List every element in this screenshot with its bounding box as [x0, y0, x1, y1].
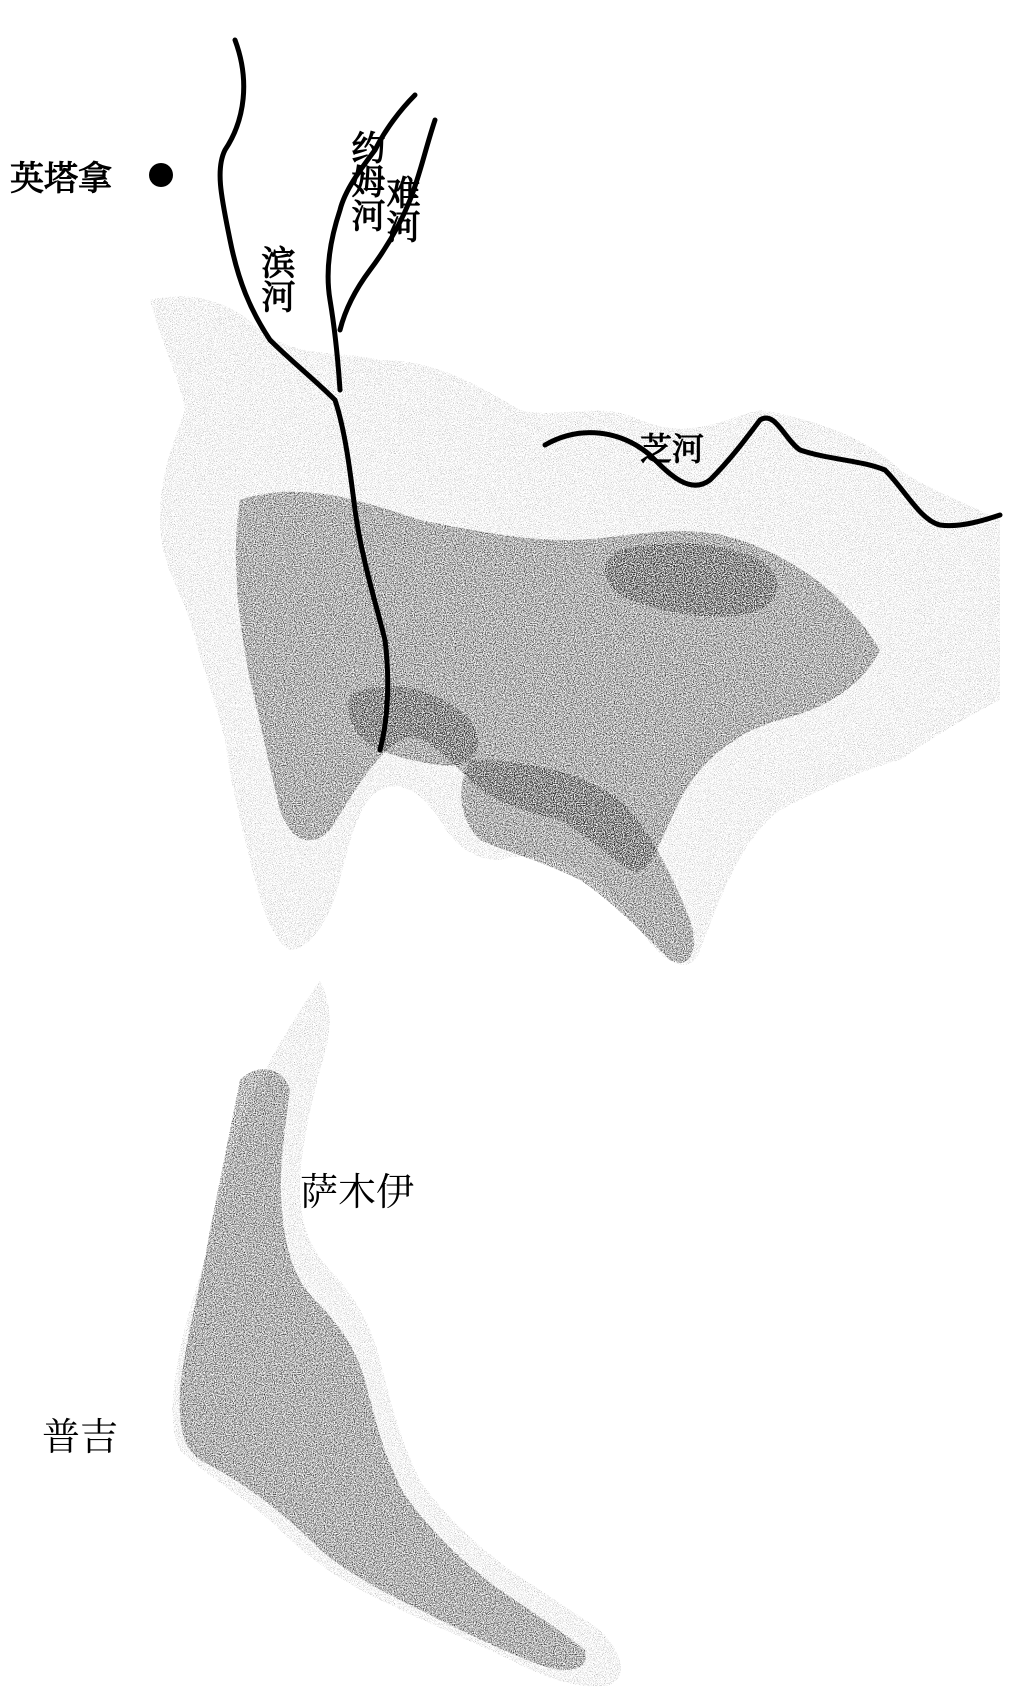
river-label-yom: 约姆河 — [345, 130, 385, 232]
landmass-north — [150, 296, 1000, 965]
river-label-ping: 滨河 — [255, 245, 295, 313]
river-label-nan: 难河 — [380, 175, 420, 243]
city-label-north: 英塔拿 — [10, 159, 112, 199]
land-core-south-dark — [180, 1069, 586, 1670]
river-label-mekong: 芝河 — [640, 430, 705, 468]
city-label-phuket: 普吉 — [42, 1415, 119, 1459]
landmass-south — [173, 980, 621, 1686]
city-label-samui: 萨木伊 — [300, 1170, 415, 1214]
city-marker-north-dot — [149, 163, 173, 187]
